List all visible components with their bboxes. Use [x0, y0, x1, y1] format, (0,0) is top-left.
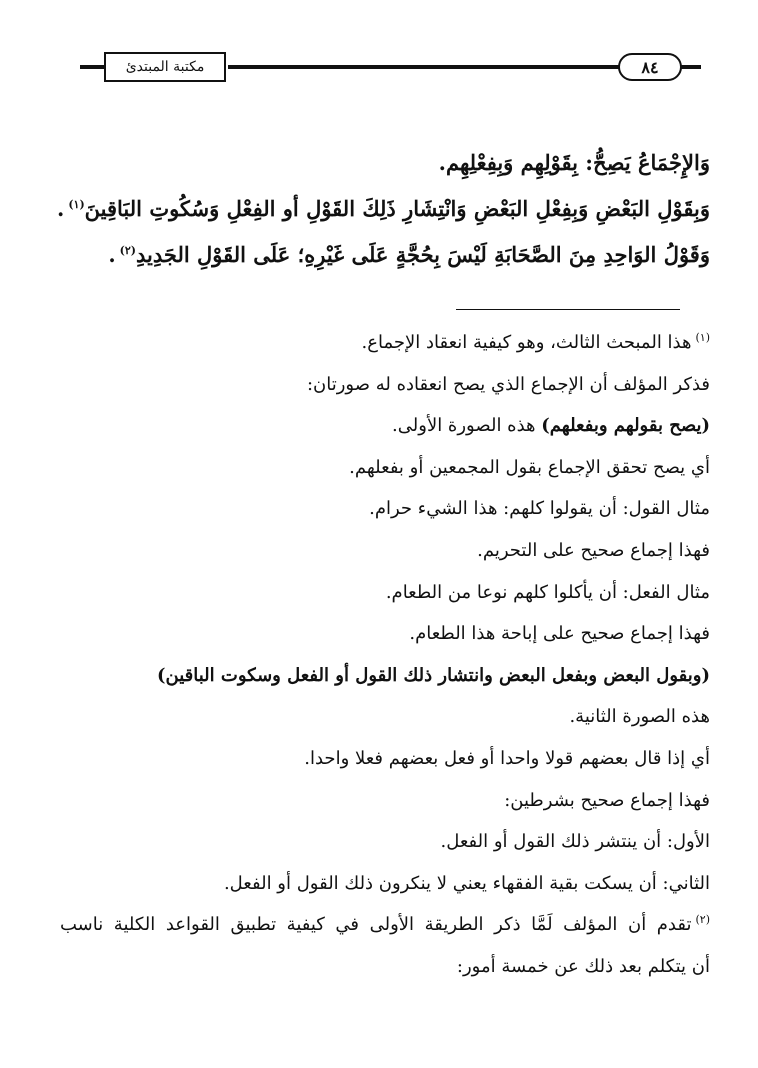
bold-quote: (يصح بقولهم وبفعلهم): [541, 415, 710, 437]
matn-line: وَالإِجْمَاعُ يَصِحُّ: بِقَوْلِهِم وَبِفِعْلِهِم.: [438, 150, 710, 175]
matn-line-end: .: [57, 196, 65, 221]
footnote-marker: (١): [695, 331, 710, 344]
footnote-text: تقدم أن المؤلف لَمَّا ذكر الطريقة الأولى في كيفية تطبيق القواعد الكلية ناسب: [60, 914, 692, 936]
footnote-line: فهذا إجماع صحيح على إباحة هذا الطعام.: [409, 623, 710, 645]
footnote-ref[interactable]: (٢): [119, 244, 137, 257]
footnote-line: [60, 322, 710, 364]
footnote-marker: (٢): [695, 913, 710, 927]
matn-line-text: وَبِقَوْلِ البَعْضِ وَبِفِعْلِ البَعْضِ وَانْتِشَارِ ذَلِكَ القَوْلِ أو الفِعْلِ وَسُكُوتِ البَاقِينَ: [84, 196, 710, 221]
matn-line: [60, 232, 710, 278]
footnote-line: فهذا إجماع صحيح بشرطين:: [504, 789, 710, 811]
footnote-line: مثال القول: أن يقولوا كلهم: هذا الشيء حرام.: [369, 498, 710, 520]
header-rule-left: [80, 65, 106, 69]
bold-quote: (وبقول البعض وبفعل البعض وانتشار ذلك القول أو الفعل وسكوت الباقين): [156, 664, 710, 686]
footnote-text: هذه الصورة الأولى.: [392, 415, 536, 437]
footnote-line: هذه الصورة الثانية.: [569, 706, 710, 728]
header-rule-middle: [228, 65, 621, 69]
footnote-line: الثاني: أن يسكت بقية الفقهاء يعني لا ينكرون ذلك القول أو الفعل.: [223, 872, 710, 894]
footnote-separator: [456, 309, 680, 310]
matn-text: [57, 140, 710, 278]
page-number: ٨٤: [618, 53, 682, 81]
header-rule-right: [681, 65, 701, 69]
matn-line: [57, 186, 710, 232]
book-title: مكتبة المبتدئ: [104, 52, 226, 82]
footnote-line: [60, 405, 710, 447]
footnote-line: الأول: أن ينتشر ذلك القول أو الفعل.: [440, 831, 710, 853]
footnote-line: فذكر المؤلف أن الإجماع الذي يصح انعقاده له صورتان:: [306, 373, 710, 395]
footnote-line: أي يصح تحقق الإجماع بقول المجمعين أو بفعلهم.: [349, 456, 710, 478]
footnotes: [60, 322, 710, 988]
page-header: [0, 0, 758, 100]
footnote-line: [60, 904, 710, 946]
footnote-line: أي إذا قال بعضهم قولا واحدا أو فعل بعضهم فعلا واحدا.: [304, 747, 710, 769]
matn-line-end: .: [108, 242, 116, 267]
footnote-line: مثال الفعل: أن يأكلوا كلهم نوعا من الطعام.: [385, 581, 710, 603]
footnote-text: هذا المبحث الثالث، وهو كيفية انعقاد الإجماع.: [361, 332, 692, 353]
footnote-line: أن يتكلم بعد ذلك عن خمسة أمور:: [456, 955, 710, 977]
footnote-line: فهذا إجماع صحيح على التحريم.: [477, 539, 710, 561]
footnote-ref[interactable]: (١): [68, 198, 85, 211]
matn-line-text: وَقَوْلُ الوَاحِدِ مِنَ الصَّحَابَةِ لَيْسَ بِحُجَّةٍ عَلَى غَيْرِهِ؛ عَلَى القَوْلِ الجَدِيدِ: [136, 242, 710, 267]
